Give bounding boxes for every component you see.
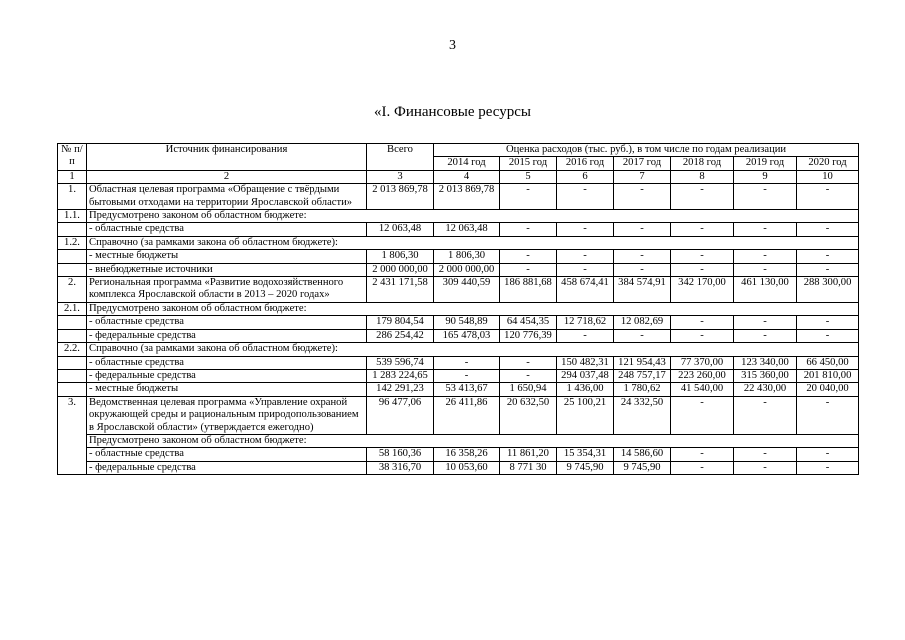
- row-value: -: [797, 396, 859, 434]
- row-total: 12 063,48: [367, 223, 434, 236]
- table-row: [58, 302, 859, 315]
- row-value: -: [671, 223, 734, 236]
- row-total: 38 316,70: [367, 461, 434, 474]
- row-value: 342 170,00: [671, 277, 734, 303]
- row-value: -: [797, 461, 859, 474]
- row-source: - областные средства: [87, 448, 367, 461]
- row-value: -: [797, 316, 859, 329]
- row-value: -: [671, 461, 734, 474]
- row-value: -: [614, 329, 671, 342]
- header-estimate: Оценка расходов (тыс. руб.), в том числе по годам реализации: [434, 144, 859, 157]
- row-value: 248 757,17: [614, 369, 671, 382]
- row-value: -: [614, 250, 671, 263]
- row-source: - областные средства: [87, 356, 367, 369]
- row-number: 1.2.: [58, 236, 87, 249]
- row-value: 15 354,31: [557, 448, 614, 461]
- page-number: 3: [449, 38, 456, 53]
- row-number: 3.: [58, 396, 87, 474]
- row-number: 1.1.: [58, 210, 87, 223]
- row-value: -: [734, 250, 797, 263]
- column-number: 9: [734, 170, 797, 183]
- row-value: 20 632,50: [500, 396, 557, 434]
- row-total: 96 477,06: [367, 396, 434, 434]
- row-value: 384 574,91: [614, 277, 671, 303]
- row-value: -: [734, 329, 797, 342]
- column-number: 8: [671, 170, 734, 183]
- header-num: № п/п: [58, 144, 87, 171]
- row-value: 53 413,67: [434, 383, 500, 396]
- table-row: [58, 383, 859, 396]
- row-value: 11 861,20: [500, 448, 557, 461]
- row-source: - внебюджетные источники: [87, 263, 367, 276]
- row-value: 9 745,90: [614, 461, 671, 474]
- row-number: [58, 263, 87, 276]
- row-value: -: [734, 396, 797, 434]
- row-value: -: [734, 263, 797, 276]
- header-total: Всего: [367, 144, 434, 171]
- header-year: 2018 год: [671, 157, 734, 170]
- row-value: 41 540,00: [671, 383, 734, 396]
- row-subheading: Справочно (за рамками закона об областном бюджете):: [87, 343, 859, 356]
- row-value: 309 440,59: [434, 277, 500, 303]
- row-number: 2.1.: [58, 302, 87, 315]
- row-value: -: [734, 448, 797, 461]
- row-value: 223 260,00: [671, 369, 734, 382]
- row-subheading: Предусмотрено законом об областном бюджете:: [87, 434, 859, 447]
- row-value: -: [614, 184, 671, 210]
- table-row: [58, 277, 859, 303]
- column-number: 10: [797, 170, 859, 183]
- row-source: - областные средства: [87, 316, 367, 329]
- table-row: [58, 434, 859, 447]
- row-value: -: [500, 369, 557, 382]
- table-row: [58, 448, 859, 461]
- row-value: -: [614, 263, 671, 276]
- row-value: -: [434, 369, 500, 382]
- row-total: 58 160,36: [367, 448, 434, 461]
- table-row: [58, 223, 859, 236]
- table-row: [58, 369, 859, 382]
- row-number: [58, 356, 87, 369]
- row-value: 26 411,86: [434, 396, 500, 434]
- row-value: 123 340,00: [734, 356, 797, 369]
- row-value: -: [797, 223, 859, 236]
- table-row: [58, 263, 859, 276]
- row-source: - федеральные средства: [87, 329, 367, 342]
- row-value: 12 718,62: [557, 316, 614, 329]
- row-value: 9 745,90: [557, 461, 614, 474]
- row-value: 12 082,69: [614, 316, 671, 329]
- row-value: 12 063,48: [434, 223, 500, 236]
- table-row: [58, 316, 859, 329]
- table-row: [58, 396, 859, 434]
- row-total: 179 804,54: [367, 316, 434, 329]
- row-source: Областная целевая программа «Обращение с твёрдыми бытовыми отходами на территории Ярославской области»: [87, 184, 367, 210]
- row-value: -: [500, 263, 557, 276]
- row-value: 2 000 000,00: [434, 263, 500, 276]
- row-value: -: [557, 329, 614, 342]
- row-total: 142 291,23: [367, 383, 434, 396]
- row-value: 150 482,31: [557, 356, 614, 369]
- row-value: 121 954,43: [614, 356, 671, 369]
- row-value: 294 037,48: [557, 369, 614, 382]
- header-year: 2014 год: [434, 157, 500, 170]
- table-row: [58, 356, 859, 369]
- row-total: 539 596,74: [367, 356, 434, 369]
- header-year: 2016 год: [557, 157, 614, 170]
- row-value: -: [557, 223, 614, 236]
- row-value: 25 100,21: [557, 396, 614, 434]
- row-source: - федеральные средства: [87, 369, 367, 382]
- row-number: 2.: [58, 277, 87, 303]
- header-source: Источник финансирования: [87, 144, 367, 171]
- row-value: 20 040,00: [797, 383, 859, 396]
- column-number: 6: [557, 170, 614, 183]
- row-subheading: Предусмотрено законом об областном бюджете:: [87, 302, 859, 315]
- row-number: [58, 329, 87, 342]
- row-value: -: [797, 448, 859, 461]
- row-total: 1 806,30: [367, 250, 434, 263]
- row-source: Региональная программа «Развитие водохозяйственного комплекса Ярославской области в 2013 – 2020 годах»: [87, 277, 367, 303]
- table-row: [58, 250, 859, 263]
- row-value: 90 548,89: [434, 316, 500, 329]
- row-value: 16 358,26: [434, 448, 500, 461]
- row-subheading: Предусмотрено законом об областном бюджете:: [87, 210, 859, 223]
- row-subheading: Справочно (за рамками закона об областном бюджете):: [87, 236, 859, 249]
- row-value: -: [557, 184, 614, 210]
- row-value: 461 130,00: [734, 277, 797, 303]
- row-value: 14 586,60: [614, 448, 671, 461]
- row-value: 315 360,00: [734, 369, 797, 382]
- table-body: [58, 184, 859, 475]
- row-value: -: [797, 184, 859, 210]
- row-source: - местные бюджеты: [87, 250, 367, 263]
- row-source: - местные бюджеты: [87, 383, 367, 396]
- row-number: [58, 383, 87, 396]
- row-value: -: [797, 250, 859, 263]
- row-value: -: [557, 250, 614, 263]
- row-value: 201 810,00: [797, 369, 859, 382]
- row-value: 2 013 869,78: [434, 184, 500, 210]
- row-value: -: [500, 223, 557, 236]
- row-value: -: [671, 184, 734, 210]
- row-source: - федеральные средства: [87, 461, 367, 474]
- row-value: 458 674,41: [557, 277, 614, 303]
- row-number: [58, 369, 87, 382]
- row-value: -: [671, 448, 734, 461]
- row-source: Ведомственная целевая программа «Управление охраной окружающей среды и рациональным природопользованием в Ярославской области» (утверждается ежегодно): [87, 396, 367, 434]
- row-value: 1 436,00: [557, 383, 614, 396]
- header-year: 2015 год: [500, 157, 557, 170]
- table-row: [58, 329, 859, 342]
- column-number: 2: [87, 170, 367, 183]
- row-value: 1 806,30: [434, 250, 500, 263]
- row-value: 22 430,00: [734, 383, 797, 396]
- row-value: 64 454,35: [500, 316, 557, 329]
- row-source: - областные средства: [87, 223, 367, 236]
- row-number: [58, 250, 87, 263]
- financial-resources-table: [57, 143, 859, 475]
- row-value: -: [671, 316, 734, 329]
- column-number: 1: [58, 170, 87, 183]
- row-total: 2 431 171,58: [367, 277, 434, 303]
- row-number: 2.2.: [58, 343, 87, 356]
- row-value: 1 650,94: [500, 383, 557, 396]
- header-year: 2019 год: [734, 157, 797, 170]
- table-row: [58, 236, 859, 249]
- row-value: -: [500, 184, 557, 210]
- header-year: 2017 год: [614, 157, 671, 170]
- row-value: -: [734, 316, 797, 329]
- row-value: 66 450,00: [797, 356, 859, 369]
- row-value: -: [614, 223, 671, 236]
- row-number: [58, 223, 87, 236]
- column-number: 4: [434, 170, 500, 183]
- table-row: [58, 343, 859, 356]
- row-value: 186 881,68: [500, 277, 557, 303]
- row-value: 165 478,03: [434, 329, 500, 342]
- row-value: -: [500, 356, 557, 369]
- column-number: 3: [367, 170, 434, 183]
- row-total: 2 000 000,00: [367, 263, 434, 276]
- row-value: -: [434, 356, 500, 369]
- row-value: 1 780,62: [614, 383, 671, 396]
- row-value: -: [734, 184, 797, 210]
- row-value: -: [671, 263, 734, 276]
- column-number: 5: [500, 170, 557, 183]
- row-number: [58, 316, 87, 329]
- row-number: 1.: [58, 184, 87, 210]
- table-row: [58, 184, 859, 210]
- row-value: -: [734, 223, 797, 236]
- row-value: 120 776,39: [500, 329, 557, 342]
- row-value: -: [797, 329, 859, 342]
- row-value: -: [500, 250, 557, 263]
- row-value: -: [734, 461, 797, 474]
- row-value: -: [671, 329, 734, 342]
- row-value: 77 370,00: [671, 356, 734, 369]
- column-number: 7: [614, 170, 671, 183]
- row-value: 288 300,00: [797, 277, 859, 303]
- row-total: 286 254,42: [367, 329, 434, 342]
- row-value: 8 771 30: [500, 461, 557, 474]
- row-value: -: [797, 263, 859, 276]
- row-value: -: [671, 396, 734, 434]
- table-row: [58, 210, 859, 223]
- row-total: 1 283 224,65: [367, 369, 434, 382]
- row-value: 10 053,60: [434, 461, 500, 474]
- row-value: -: [671, 250, 734, 263]
- header-year: 2020 год: [797, 157, 859, 170]
- section-title: «I. Финансовые ресурсы: [373, 104, 532, 120]
- row-value: -: [557, 263, 614, 276]
- table-row: [58, 461, 859, 474]
- row-value: 24 332,50: [614, 396, 671, 434]
- row-total: 2 013 869,78: [367, 184, 434, 210]
